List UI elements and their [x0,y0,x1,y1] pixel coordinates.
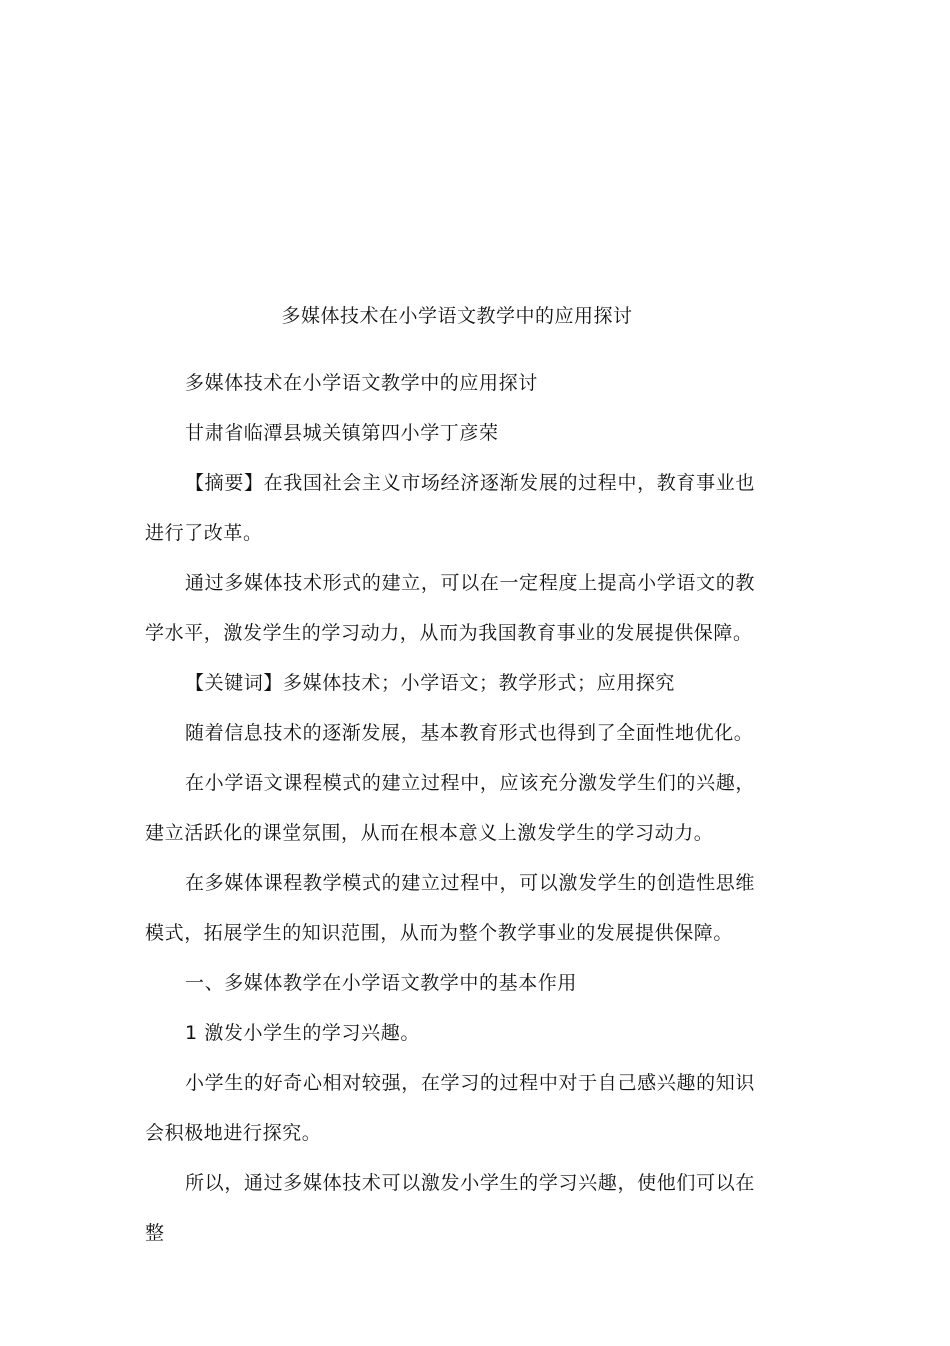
paragraph-subtitle: 多媒体技术在小学语文教学中的应用探讨 [185,372,538,394]
paragraph-body: 随着信息技术的逐渐发展，基本教育形式也得到了全面性地优化。 [185,722,754,744]
paragraph-author: 甘肃省临潭县城关镇第四小学丁彦荣 [185,422,499,444]
paragraph-keywords: 【关键词】多媒体技术；小学语文；教学形式；应用探究 [185,672,676,694]
paragraph-body: 小学生的好奇心相对较强，在学习的过程中对于自己感兴趣的知识会积极地进行探究。 [145,1072,755,1144]
document-body [145,358,755,1258]
document-title: 多媒体技术在小学语文教学中的应用探讨 [281,305,633,327]
paragraph-body: 所以，通过多媒体技术可以激发小学生的学习兴趣，使他们可以在整 [145,1172,755,1244]
paragraph-abstract: 【摘要】在我国社会主义市场经济逐渐发展的过程中，教育事业也进行了改革。 [145,472,755,544]
subsection-heading: 1 激发小学生的学习兴趣。 [185,1022,420,1044]
paragraph-abstract-cont: 通过多媒体技术形式的建立，可以在一定程度上提高小学语文的教学水平，激发学生的学习动力，从而为我国教育事业的发展提供保障。 [145,572,755,644]
paragraph-body: 在多媒体课程教学模式的建立过程中，可以激发学生的创造性思维模式，拓展学生的知识范围，从而为整个教学事业的发展提供保障。 [145,872,755,944]
paragraph-body: 在小学语文课程模式的建立过程中，应该充分激发学生们的兴趣，建立活跃化的课堂氛围，从而在根本意义上激发学生的学习动力。 [145,772,755,844]
section-heading: 一、多媒体教学在小学语文教学中的基本作用 [185,972,578,994]
